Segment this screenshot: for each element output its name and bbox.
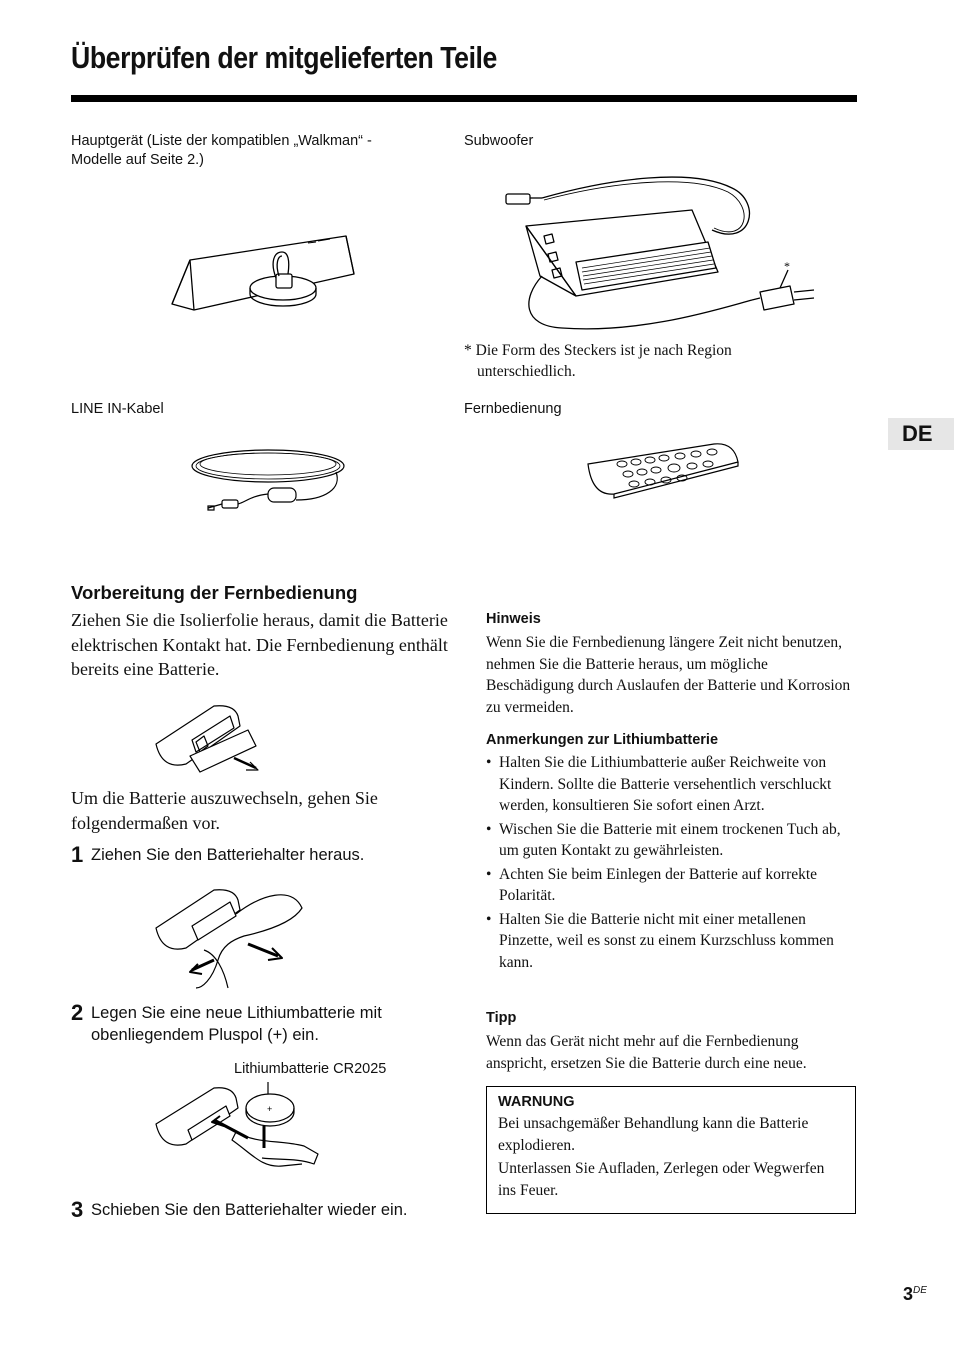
insert-battery-illustration (152, 1080, 324, 1176)
remove-insulation-illustration (152, 702, 264, 772)
warning-box (486, 1086, 856, 1214)
line-in-cable-illustration (186, 438, 350, 518)
tipp-text: Wenn das Gerät nicht mehr auf die Fernbedienung anspricht, ersetzen Sie die Batterie durch eine neue. (486, 1033, 807, 1072)
warning-line: Unterlassen Sie Aufladen, Zerlegen oder Wegwerfen ins Feuer. (498, 1160, 825, 1199)
page-number-value: 3 (903, 1284, 914, 1304)
main-unit-caption: Hauptgerät (Liste der kompatiblen „Walkman“ -Modelle auf Seite 2.) (71, 133, 372, 168)
warning-heading: WARNUNG (498, 1094, 575, 1110)
title-rule (71, 95, 857, 102)
step-2-number: 2 (71, 1000, 84, 1025)
remote-caption: Fernbedienung (464, 401, 562, 417)
remote-prep-heading: Vorbereitung der Fernbedienung (71, 582, 358, 603)
page-number (903, 1284, 927, 1305)
battery-plus-marker: + (267, 1104, 273, 1114)
tipp-heading: Tipp (486, 1010, 517, 1026)
list-item: • Halten Sie die Lithiumbatterie außer Reichweite von Kindern. Sollte die Batterie versehentlich verschluckt werden, konsultieren Sie sofort einen Arzt. (486, 752, 858, 817)
list-item: • Achten Sie beim Einlegen der Batterie auf korrekte Polarität. (486, 864, 858, 907)
line-in-caption: LINE IN-Kabel (71, 401, 164, 417)
page-title: Überprüfen der mitgelieferten Teile (71, 40, 497, 75)
plug-marker: * (784, 259, 790, 273)
step-1-text: Ziehen Sie den Batteriehalter heraus. (91, 846, 365, 864)
list-item: • Halten Sie die Batterie nicht mit einer metallenen Pinzette, weil es sonst zu einem Kurzschluss kommen kann. (486, 909, 858, 974)
hinweis-heading: Hinweis (486, 611, 541, 627)
step-1-number: 1 (71, 842, 84, 867)
lithium-heading: Anmerkungen zur Lithiumbatterie (486, 732, 719, 748)
remote-control-illustration (584, 440, 742, 500)
plug-footnote: * Die Form des Steckers ist je nach Region unterschiedlich. (464, 342, 732, 380)
subwoofer-illustration (502, 158, 822, 336)
list-item: • Wischen Sie die Batterie mit einem trockenen Tuch ab, um guten Kontakt zu gewährleisten. (486, 819, 858, 862)
hinweis-text: Wenn Sie die Fernbedienung längere Zeit nicht benutzen, nehmen Sie die Batterie heraus, um mögliche Beschädigung durch Auslaufen der Batterie und Korrosion zu vermeiden. (486, 634, 851, 716)
page-number-suffix: DE (913, 1285, 927, 1296)
step-2-text: Legen Sie eine neue Lithiumbatterie mit obenliegendem Pluspol (+) ein. (91, 1004, 382, 1044)
step-3-number: 3 (71, 1197, 84, 1222)
language-tab: DE (888, 418, 954, 450)
warning-line: Bei unsachgemäßer Behandlung kann die Batterie explodieren. (498, 1115, 809, 1154)
replace-intro: Um die Batterie auszuwechseln, gehen Sie folgendermaßen vor. (71, 788, 378, 833)
step-3-text: Schieben Sie den Batteriehalter wieder ein. (91, 1201, 408, 1219)
pull-holder-illustration (152, 884, 312, 988)
subwoofer-caption: Subwoofer (464, 133, 534, 149)
lithium-notes-list (486, 752, 858, 975)
battery-label: Lithiumbatterie CR2025 (234, 1061, 387, 1077)
remote-prep-intro: Ziehen Sie die Isolierfolie heraus, damit die Batterie elektrischen Kontakt hat. Die Fernbedienung enthält bereits eine Batterie. (71, 610, 448, 679)
main-unit-illustration (168, 230, 368, 316)
